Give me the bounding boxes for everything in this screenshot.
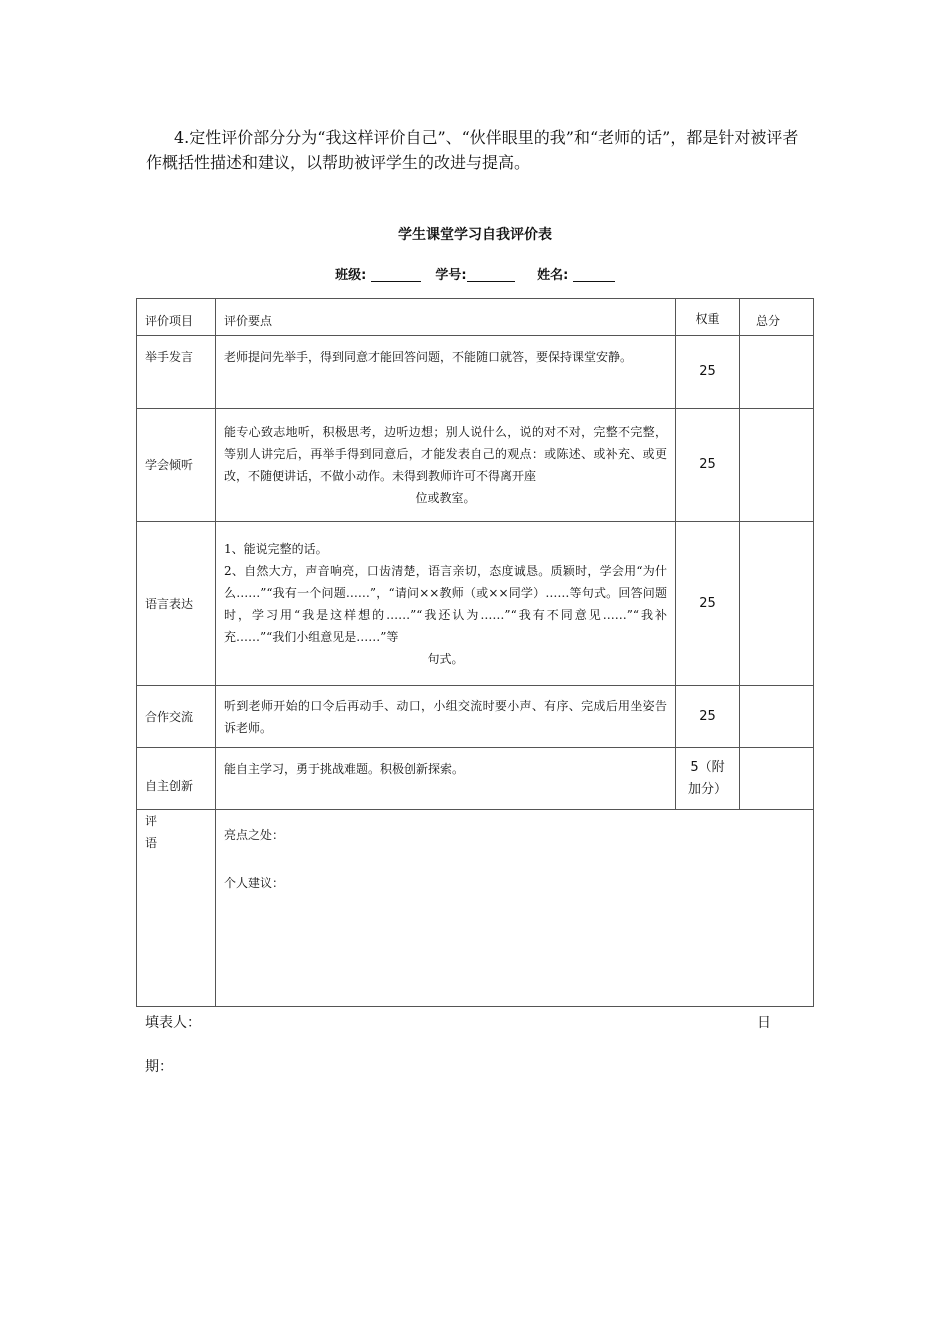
name-blank[interactable]: [573, 267, 615, 282]
table-row: [137, 686, 814, 748]
intro-paragraph-text: 4.定性评价部分分为“我这样评价自己”、“伙伴眼里的我”和“老师的话”，都是针对被评者作概括性描述和建议，以帮助被评学生的改进与提高。: [146, 128, 799, 172]
table-row: [137, 409, 814, 522]
header-item: 评价项目: [137, 299, 216, 336]
row-desc: 能自主学习，勇于挑战难题。积极创新探索。: [216, 748, 676, 810]
table-row: [137, 522, 814, 686]
remarks-content[interactable]: [216, 810, 814, 1007]
row-desc: 老师提问先举手，得到同意才能回答问题，不能随口就答，要保持课堂安静。: [216, 336, 676, 409]
remarks-row: [137, 810, 814, 1007]
filler-label: 填表人：: [145, 1015, 201, 1031]
header-total: 总分: [740, 299, 814, 336]
student-no-label: 学号:: [435, 268, 467, 283]
student-info-line: [0, 264, 950, 283]
date-label-part2: 期：: [145, 1059, 173, 1075]
row-total-cell[interactable]: [740, 409, 814, 522]
row-item: 举手发言: [137, 336, 216, 409]
remarks-label-line1: 评: [145, 814, 158, 828]
header-points: 评价要点: [216, 299, 676, 336]
row-item: 学会倾听: [137, 409, 216, 522]
table-header-row: [137, 299, 814, 336]
remarks-label-line2: 语: [145, 836, 158, 850]
row-desc-last-line: 位或教室。: [415, 491, 476, 505]
remarks-label: [137, 810, 216, 1007]
row-weight-cell: [676, 748, 740, 810]
row-total-cell[interactable]: [740, 336, 814, 409]
row-weight: 25: [676, 686, 740, 748]
row-desc-last-line: 句式。: [427, 651, 464, 666]
row-weight-line2: 加分）: [687, 781, 727, 797]
row-weight-line1: 5（附: [690, 759, 725, 775]
row-total-cell[interactable]: [740, 522, 814, 686]
table-row: [137, 748, 814, 810]
evaluation-table: [136, 298, 814, 1007]
suggestion-label: 个人建议：: [224, 876, 285, 890]
row-desc-cell: [216, 522, 676, 686]
row-item: 语言表达: [137, 522, 216, 686]
row-desc: 2、自然大方，声音响亮，口齿清楚，语言亲切，态度诚恳。质颖时，学会用“为什么……”“我有一个问题……”，“请问××教师（或××同学）……等句式。回答问题时，学习用“我是这样想的……”“我还认为……”“我有不同意见……”“我补充……”“我们小组意见是……”等: [224, 563, 667, 644]
row-desc-cell: [216, 409, 676, 522]
intro-paragraph: [146, 125, 806, 175]
form-title: 学生课堂学习自我评价表: [398, 227, 552, 243]
student-no-blank[interactable]: [467, 267, 515, 282]
row-item: 自主创新: [137, 748, 216, 810]
name-label: 姓名:: [537, 268, 569, 283]
date-label-part1: 日: [757, 1015, 771, 1031]
highlight-label: 亮点之处：: [224, 828, 285, 842]
class-blank[interactable]: [371, 267, 421, 282]
row-desc-first-line: 1、能说完整的话。: [224, 541, 328, 556]
row-weight: 25: [676, 522, 740, 686]
row-item: 合作交流: [137, 686, 216, 748]
row-desc: 听到老师开始的口令后再动手、动口，小组交流时要小声、有序、完成后用坐姿告诉老师。: [216, 686, 676, 748]
row-desc: 能专心致志地听，积极思考，边听边想；别人说什么，说的对不对，完整不完整，等别人讲完后，再举手得到同意后，才能发表自己的观点：或陈述、或补充、或更改，不随便讲话，不做小动作。未得到教师许可不得离开座: [224, 425, 667, 483]
class-label: 班级:: [335, 268, 367, 283]
table-row: [137, 336, 814, 409]
header-weight: 权重: [676, 299, 740, 336]
row-total-cell[interactable]: [740, 686, 814, 748]
row-weight: 25: [676, 336, 740, 409]
row-total-cell[interactable]: [740, 748, 814, 810]
row-weight: 25: [676, 409, 740, 522]
